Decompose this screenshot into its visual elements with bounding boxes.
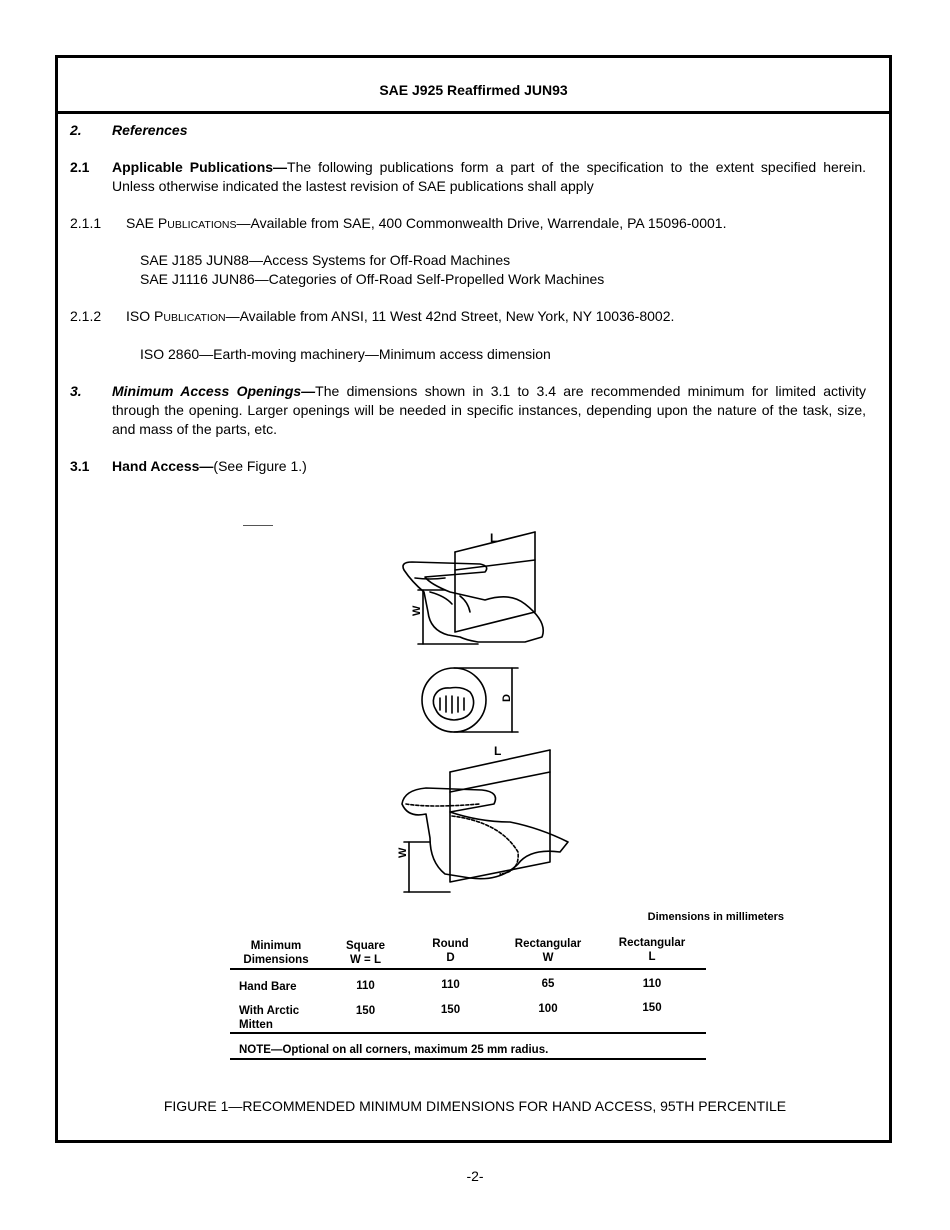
opening-outline-bottom bbox=[450, 772, 550, 882]
bare-hand-drawing bbox=[403, 562, 543, 642]
table-rule bbox=[230, 1058, 706, 1060]
section-2-1-text: The following publications form a part of the specification to the extent specified herein. Unless otherwise indicated the lastest revision of SAE publications shall apply bbox=[112, 159, 866, 194]
section-3-1-text: (See Figure 1.) bbox=[213, 458, 307, 474]
section-3-1-title: Hand Access— bbox=[112, 458, 214, 474]
section-3-paragraph bbox=[112, 382, 866, 439]
section-2-1-2-number: 2.1.2 bbox=[70, 308, 102, 324]
label-l-bottom: L bbox=[494, 744, 502, 758]
section-3-1-number: 3.1 bbox=[70, 458, 90, 474]
column-header bbox=[413, 937, 488, 965]
label-w-bottom: W bbox=[397, 847, 409, 858]
column-header-line: Rectangular bbox=[514, 938, 582, 950]
section-3-title: Minimum Access Openings— bbox=[112, 383, 316, 399]
column-header bbox=[328, 939, 403, 967]
reference-item: SAE J185 JUN88—Access Systems for Off-Road Machines bbox=[140, 252, 511, 268]
table-rule bbox=[230, 1032, 706, 1034]
section-2-1-title: Applicable Publications— bbox=[112, 159, 288, 175]
section-2-1-1-paragraph bbox=[126, 214, 726, 235]
section-3-number: 3. bbox=[70, 383, 82, 399]
iso-publication-label-rest: UBLICATION bbox=[163, 312, 226, 324]
column-header-line: D bbox=[446, 952, 455, 964]
table-note: NOTE—Optional on all corners, maximum 25 mm radius. bbox=[239, 1044, 549, 1056]
scan-mark bbox=[243, 525, 273, 526]
table-cell: 110 bbox=[441, 979, 460, 991]
section-3-text: The dimensions shown in 3.1 to 3.4 are recommended minimum for limited activity through the opening. Larger openings will be needed in specific instances, depending upon the nature of the task, size, and mass of the parts, etc. bbox=[112, 383, 866, 437]
section-2-1-1-text: —Available from SAE, 400 Commonwealth Drive, Warrendale, PA 15096-0001. bbox=[236, 215, 727, 231]
row-label: Hand Bare bbox=[239, 981, 297, 993]
table-cell: 150 bbox=[355, 1005, 376, 1017]
table-cell: 100 bbox=[538, 1003, 558, 1015]
column-header-line: L bbox=[648, 951, 656, 963]
dimensions-unit-note: Dimensions in millimeters bbox=[647, 911, 784, 923]
table-cell: 110 bbox=[642, 978, 662, 990]
column-header bbox=[604, 936, 700, 964]
column-header-line: Dimensions bbox=[243, 954, 309, 966]
column-header-line: Square bbox=[346, 940, 385, 952]
table-cell: 150 bbox=[642, 1002, 662, 1014]
column-header bbox=[230, 939, 322, 967]
column-header-line: W = L bbox=[350, 954, 381, 966]
sae-publications-label-rest: UBLICATIONS bbox=[167, 219, 237, 231]
header-title: SAE J925 Reaffirmed JUN93 bbox=[379, 81, 568, 98]
sae-publications-label-prefix: SAE P bbox=[126, 215, 168, 231]
row-label-line: With Arctic bbox=[239, 1005, 300, 1017]
page-number: -2- bbox=[466, 1168, 484, 1184]
section-2-1-2-paragraph bbox=[126, 307, 674, 328]
section-2-title: References bbox=[112, 122, 188, 138]
hand-access-illustration bbox=[390, 522, 590, 902]
label-l-top: L bbox=[490, 531, 498, 545]
table-cell: 110 bbox=[356, 980, 375, 992]
section-2-1-number: 2.1 bbox=[70, 159, 90, 175]
section-2-1-2-text: —Available from ANSI, 11 West 42nd Street, New York, NY 10036-8002. bbox=[225, 308, 675, 324]
column-header-line: Round bbox=[432, 938, 469, 950]
row-label-line: Mitten bbox=[239, 1019, 273, 1031]
section-3-1-paragraph bbox=[112, 457, 307, 476]
table-cell: 65 bbox=[541, 978, 555, 990]
label-d: D bbox=[501, 694, 513, 702]
table-rule bbox=[230, 968, 706, 970]
section-2-number: 2. bbox=[70, 122, 82, 138]
table-cell: 150 bbox=[440, 1004, 461, 1016]
column-header bbox=[500, 937, 596, 965]
row-label bbox=[239, 1004, 299, 1032]
section-2-1-paragraph bbox=[112, 158, 866, 196]
column-header-line: W bbox=[542, 952, 554, 964]
column-header-line: Minimum bbox=[250, 940, 302, 952]
column-header-line: Rectangular bbox=[618, 937, 686, 949]
reference-item: ISO 2860—Earth-moving machinery—Minimum access dimension bbox=[140, 346, 551, 362]
page-header bbox=[58, 58, 889, 114]
round-opening-circle bbox=[422, 668, 486, 732]
reference-item: SAE J1116 JUN86—Categories of Off-Road Self-Propelled Work Machines bbox=[140, 271, 605, 287]
iso-publication-label-prefix: ISO P bbox=[126, 308, 164, 324]
mitten-hand-drawing bbox=[402, 788, 568, 879]
figure-caption: FIGURE 1—RECOMMENDED MINIMUM DIMENSIONS FOR HAND ACCESS, 95TH PERCENTILE bbox=[163, 1098, 787, 1114]
section-2-1-1-number: 2.1.1 bbox=[70, 215, 102, 231]
label-w-top: W bbox=[411, 605, 423, 616]
dimension-table bbox=[230, 908, 784, 1063]
